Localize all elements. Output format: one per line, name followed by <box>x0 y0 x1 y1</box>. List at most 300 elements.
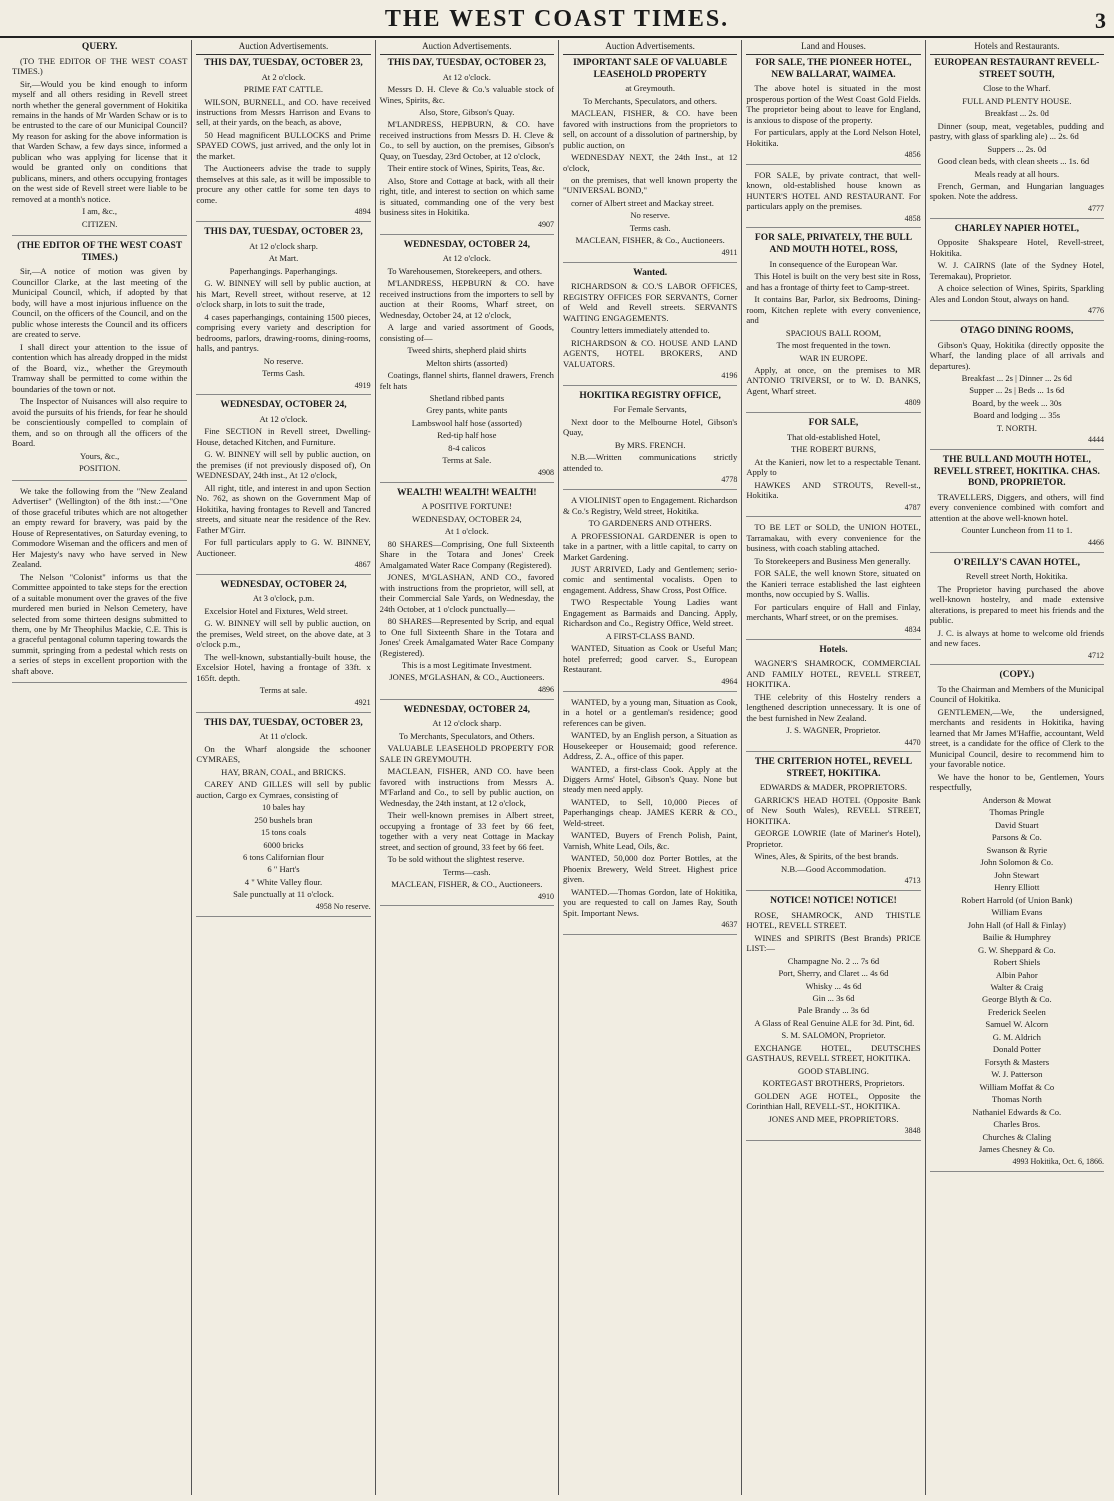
advertisement-line: 6000 bricks <box>263 839 304 850</box>
advertisement-heading: NOTICE! NOTICE! NOTICE! <box>770 896 897 907</box>
advertisement-line: G. W. BINNEY will sell by public auction, on the premises (if not previously disposed of), On WEDNESDAY, 24th inst., At 12 o'clock, <box>196 449 371 481</box>
advertisement <box>196 580 370 713</box>
advertisement-line: Grey pants, white pants <box>426 405 508 416</box>
advertisement-line: WEDNESDAY, OCTOBER 24, <box>411 513 522 524</box>
column-grid <box>8 40 1108 1495</box>
advertisement-ref-number: 3848 <box>904 1126 921 1136</box>
advertisement-line: I am, &c., <box>82 206 117 217</box>
advertisement-line: Suppers ... 2s. 0d <box>987 143 1047 154</box>
advertisement-heading: IMPORTANT SALE OF VALUABLE LEASEHOLD PROPERTY <box>573 57 728 80</box>
advertisement-line: Walter & Craig <box>990 981 1044 992</box>
advertisement-line: At 1 o'clock. <box>444 526 489 537</box>
advertisement-line: WAGNER'S SHAMROCK, COMMERCIAL AND FAMILY HOTEL, REVELL STREET, HOKITIKA. <box>746 658 921 690</box>
advertisement-line: FOR SALE, the well known Store, situated on the Kanieri terrace established the last eighteen months, now occupied by S. Wallis. <box>746 568 921 600</box>
advertisement-line: At 12 o'clock. <box>442 71 491 82</box>
advertisement-line: This Hotel is built on the very best site in Ross, and has a frontage of thirty feet to Camp-street. <box>746 271 921 292</box>
advertisement-line: That old-established Hotel, <box>786 431 881 442</box>
advertisement-line: GARRICK'S HEAD HOTEL (Opposite Bank of New South Wales), REVELL STREET, HOKITIKA. <box>746 794 921 826</box>
advertisement-line: Also, Store and Cottage at back, with all their right, title, and interest to section on which same is situated, commanding one of the very best business sites in Hokitika. <box>379 175 554 218</box>
advertisement-line: JONES, M'GLASHAN, AND CO., favored with instructions from the proprietor, will sell, at their Commercial Sale Yards, on Wednesday, the 24th October, at 1 o'clock punctually— <box>379 572 554 614</box>
advertisement <box>930 558 1104 666</box>
advertisement-line: 8-4 calicos <box>448 442 486 453</box>
advertisement-line: At 12 o'clock. <box>442 253 491 264</box>
advertisement <box>380 58 554 235</box>
advertisement-line: J. C. is always at home to welcome old friends and new faces. <box>929 627 1104 649</box>
advertisement-heading: WEDNESDAY, OCTOBER 24, <box>403 239 530 250</box>
advertisement-line: 15 tons coals <box>261 827 306 838</box>
advertisement-line: For Female Servants, <box>613 404 687 415</box>
advertisement-line: To be sold without the slightest reserve. <box>387 854 525 865</box>
masthead <box>0 6 1114 38</box>
advertisement <box>563 391 737 490</box>
advertisement-line: WAR IN EUROPE. <box>799 352 868 363</box>
advertisement-ref-number: 4466 <box>1087 537 1104 547</box>
advertisement <box>380 705 554 907</box>
advertisement-line: G. W. Sheppard & Co. <box>978 944 1056 955</box>
advertisement-line: Port, Sherry, and Claret ... 4s 6d <box>778 968 889 979</box>
advertisement-line: At 2 o'clock. <box>261 71 306 82</box>
advertisement-line: It contains Bar, Parlor, six Bedrooms, Dining-room, Kitchen replete with every convenience, and <box>746 294 921 326</box>
masthead-title: THE WEST COAST TIMES. <box>384 6 730 32</box>
advertisement-line: Thomas North <box>991 1094 1042 1105</box>
advertisement <box>12 42 187 236</box>
advertisement-line: M'LANDRESS, HEPBURN, & CO. have received instructions from Messrs D. H. Cleve & Co., to sell by auction, on the premises, Gibson's Quay, on Tuesday, 23rd October, at 12 o'clock, <box>379 119 554 161</box>
advertisement-line: 6 " Hart's <box>267 864 300 875</box>
advertisement-line: Breakfast ... 2s | Dinner ... 2s 6d <box>961 372 1072 383</box>
advertisement-line: Messrs D. H. Cleve & Co.'s valuable stock of Wines, Spirits, &c. <box>379 84 554 105</box>
advertisement-ref-number: 4921 <box>354 697 371 707</box>
advertisement-line: G. W. BINNEY will sell by public auction, on the premises, Weld street, on the above date, at 3 o'clock p.m., <box>196 618 371 650</box>
advertisement-ref-number: 4858 <box>904 213 921 223</box>
advertisement-line: At 12 o'clock sharp. <box>432 718 502 729</box>
advertisement-heading: (COPY.) <box>999 670 1035 681</box>
advertisement-line: WANTED, by a young man, Situation as Cook, in a hotel or a gentleman's residence; good references can be given. <box>562 696 738 728</box>
advertisement-line: FOR SALE, by private contract, that well-known, old-established house known as HUNTER'S HOTEL AND RESTAURANT. For particulars apply on the premises. <box>746 169 921 212</box>
advertisement-ref-number: 4964 <box>721 676 738 686</box>
advertisement-line: For particulars, apply at the Lord Nelson Hotel, Hokitika. <box>746 127 921 148</box>
advertisement-heading: HOKITIKA REGISTRY OFFICE, <box>579 390 721 401</box>
advertisement-line: A POSITIVE FORTUNE! <box>421 501 512 512</box>
advertisement-line: Gibson's Quay, Hokitika (directly opposite the Wharf, the landing place of all arrivals and departures). <box>929 339 1104 371</box>
advertisement-line: WANTED, a first-class Cook. Apply at the Diggers Arms' Hotel, Gibson's Quay. None but steady men need apply. <box>562 763 738 795</box>
advertisement-line: The most frequented in the town. <box>776 340 891 351</box>
advertisement-line: Tweed shirts, shepherd plaid shirts <box>407 345 527 356</box>
advertisement-line: David Stuart <box>994 819 1039 830</box>
advertisement-line: No reserve. <box>263 355 304 366</box>
advertisement-line: Sale punctually at 11 o'clock. <box>233 889 334 900</box>
advertisement-line: TO BE LET or SOLD, the UNION HOTEL, Tarramakau, with every convenience for the business, with coach stabling attached. <box>746 522 921 554</box>
column-3 <box>375 40 558 1495</box>
advertisement <box>746 58 920 165</box>
advertisement-line: At 12 o'clock sharp. <box>249 240 318 251</box>
advertisement-line: JUST ARRIVED, Lady and Gentlemen; serio-comic and sentimental vocalists. Open to engagement. Address, Shaw Cross, Post Office. <box>562 564 738 595</box>
advertisement <box>196 58 370 222</box>
advertisement-line: No reserve. <box>630 210 670 221</box>
advertisement-heading: THIS DAY, TUESDAY, OCTOBER 23, <box>387 57 547 68</box>
advertisement-line: Nathaniel Edwards & Co. <box>972 1106 1062 1117</box>
advertisement-line: A Glass of Real Genuine ALE for 3d. Pint, 6d. <box>754 1017 915 1028</box>
advertisement-heading: Hotels. <box>819 644 848 655</box>
advertisement-line: Henry Elliott <box>994 882 1040 893</box>
advertisement-line: 50 Head magnificent BULLOCKS and Prime SPAYED COWS, just arrived, and the only lot in the market. <box>196 129 371 161</box>
advertisement-line: At 3 o'clock, p.m. <box>252 593 315 604</box>
advertisement-line: Dinner (soup, meat, vegetables, pudding and pastry, with glass of sparkling ale) ... 2s. 6d <box>929 120 1104 142</box>
column-header: Auction Advertisements. <box>563 40 737 55</box>
column-header: Land and Houses. <box>746 40 920 55</box>
column-header: Hotels and Restaurants. <box>930 40 1104 55</box>
column-1 <box>8 40 191 1495</box>
advertisement-heading: WEDNESDAY, OCTOBER 24, <box>220 400 347 411</box>
advertisement-line: The above hotel is situated in the most prosperous portion of the West Coast Gold Fields. The proprietor being about to leave for England, is anxious to dispose of the property. <box>746 83 921 125</box>
advertisement-line: CITIZEN. <box>81 218 118 229</box>
advertisement-line: POSITION. <box>79 463 121 474</box>
advertisement-line: FULL AND PLENTY HOUSE. <box>962 95 1072 106</box>
advertisement-heading: EUROPEAN RESTAURANT REVELL-STREET SOUTH, <box>934 57 1100 80</box>
advertisement-line: To Warehousemen, Storekeepers, and others. <box>387 265 543 276</box>
advertisement <box>746 233 920 413</box>
advertisement-line: Opposite Shakspeare Hotel, Revell-street, Hokitika. <box>929 237 1104 258</box>
advertisement-line: Coatings, flannel shirts, flannel drawers, French felt hats <box>379 370 554 391</box>
advertisement-line: 4 " White Valley flour. <box>244 876 323 887</box>
advertisement-line: Gin ... 3s 6d <box>812 993 855 1003</box>
advertisement-ref-number: 4470 <box>904 737 921 747</box>
advertisement-line: (TO THE EDITOR OF THE WEST COAST TIMES.) <box>12 55 188 77</box>
advertisement-line: In consequence of the European War. <box>769 258 898 269</box>
advertisement-line: Breakfast ... 2s. 0d <box>984 108 1049 119</box>
advertisement-line: Robert Shiels <box>993 957 1041 968</box>
advertisement-line: To Storekeepers and Business Men generally. <box>754 555 911 566</box>
advertisement-line: William Evans <box>991 907 1043 918</box>
advertisement <box>746 645 920 753</box>
advertisement-heading: THE BULL AND MOUTH HOTEL, REVELL STREET, HOKITIKA. CHAS. BOND, PROPRIETOR. <box>933 455 1100 489</box>
advertisement <box>380 488 554 700</box>
advertisement-line: GOOD STABLING. <box>798 1065 869 1076</box>
advertisement-line: Sir,—Would you be kind enough to inform myself and all others residing in Revell street north whether the general government of Hokitika remains in the hands of Mr Warden Schaw or is to be entrusted to the care of our Municipal Council? My reason for asking for the above information is that Warden Schaw, a few days since, informed a publican who was applying for license that it would be granted only on conditions that publicans, miners, and others occupying frontages on the west side of Revell street were liable to be removed at a month's notice. <box>12 78 188 204</box>
advertisement-line: To the Chairman and Members of the Municipal Council of Hokitika. <box>929 683 1104 705</box>
advertisement <box>196 227 370 395</box>
advertisement-line: S. M. SALOMON, Proprietor. <box>781 1030 886 1041</box>
advertisement-line: Robert Harrold (of Union Bank) <box>961 894 1073 905</box>
advertisement-line: SPACIOUS BALL ROOM, <box>785 327 882 338</box>
advertisement-line: WANTED, to Sell, 10,000 Pieces of Paperhangings cheap. JAMES KERR & CO., Weld-street. <box>562 796 738 828</box>
advertisement-line: Their well-known premises in Albert street, occupying a frontage of 33 feet by 66 feet, together with a very neat Cottage in Mackay street, and section of ground, 33 feet by 66 feet. <box>379 810 554 852</box>
column-4 <box>558 40 741 1495</box>
advertisement <box>196 400 370 575</box>
advertisement <box>563 58 737 263</box>
advertisement-line: 10 bales hay <box>262 802 305 813</box>
advertisement-line: PRIME FAT CATTLE. <box>243 84 324 95</box>
advertisement <box>12 241 187 480</box>
advertisement <box>746 522 920 639</box>
advertisement-line: GEORGE LOWRIE (late of Mariner's Hotel), Proprietor. <box>746 828 921 849</box>
advertisement-line: JONES AND MEE, PROPRIETORS. <box>768 1113 899 1124</box>
advertisement-line: Board and lodging ... 35s <box>973 410 1061 421</box>
advertisement-line: To Merchants, Speculators, and Others. <box>398 730 535 741</box>
advertisement-ref-number: 4713 <box>904 876 921 886</box>
advertisement-line: Red-tip half hose <box>437 430 497 441</box>
advertisement-line: Close to the Wharf. <box>983 83 1051 94</box>
advertisement-line: EDWARDS & MADER, PROPRIETORS. <box>759 782 908 793</box>
advertisement-line: 80 SHARES—Represented by Scrip, and equal to One full Sixteenth Share in the Totara and Jones' Creek Amalgamated Water Race Company (Registered). <box>379 616 554 658</box>
advertisement-ref-number: 4712 <box>1087 650 1104 660</box>
advertisement-line: Revell street North, Hokitika. <box>965 571 1068 582</box>
advertisement <box>930 326 1104 450</box>
advertisement-line: N.B.—Written communications strictly attended to. <box>562 452 738 473</box>
advertisement-line: HAWKES AND STROUTS, Revell-st., Hokitika. <box>746 479 921 501</box>
advertisement-heading: FOR SALE, PRIVATELY, THE BULL AND MOUTH HOTEL, ROSS, <box>754 233 913 256</box>
advertisement <box>930 455 1104 552</box>
advertisement-line: All right, title, and interest in and upon Section No. 762, as shown on the Government Map of Hokitika, having frontages to Revell and Tancred streets, and situate near the residence of the Rev. Father M'Girr. <box>196 482 371 535</box>
advertisement-line: Paperhangings. Paperhangings. <box>229 265 338 276</box>
advertisement-line: Terms at Sale. <box>442 455 492 466</box>
advertisement-line: French, German, and Hungarian languages spoken. Note the address. <box>929 181 1104 202</box>
advertisement-line: For full particulars apply to G. W. BINNEY, Auctioneer. <box>196 537 371 558</box>
advertisement <box>746 418 920 517</box>
advertisement-line: G. W. BINNEY will sell by public auction, at his Mart, Revell street, without reserve, at 12 o'clock sharp, in lots to suit the trade, <box>196 278 371 310</box>
advertisement-line: The Auctioneers advise the trade to supply themselves at this sale, as it will be impossible to procure any other cattle for some ten days to come. <box>196 163 371 205</box>
advertisement-line: Samuel W. Alcorn <box>985 1019 1049 1030</box>
advertisement-line: JONES, M'GLASHAN, & CO., Auctioneers. <box>389 672 545 683</box>
advertisement <box>746 170 920 229</box>
advertisement-ref-number: 4787 <box>904 502 921 512</box>
advertisement-line: MACLEAN, FISHER, & Co., Auctioneers. <box>575 235 725 246</box>
advertisement-heading: WEALTH! WEALTH! WEALTH! <box>397 487 537 498</box>
advertisement-line: J. S. WAGNER, Proprietor. <box>786 725 881 736</box>
advertisement-line: I shall direct your attention to the issue of contention which has already dropped in the midst of the Board, viz., whether the Greymouth Tramway shall be permitted to come within the boundaries of the town or not. <box>12 341 188 394</box>
advertisement-ref-number: 4809 <box>904 398 921 408</box>
advertisement-line: 80 SHARES—Comprising, One full Sixteenth Share in the Totara and Jones' Creek Amalgamated Water Race Company (Registered). <box>379 538 554 570</box>
advertisement-line: TRAVELLERS, Diggers, and others, will find every convenience combined with comfort and attention at the above well-known hotel. <box>929 491 1104 523</box>
advertisement-heading: O'REILLY'S CAVAN HOTEL, <box>953 557 1080 568</box>
advertisement <box>563 697 737 935</box>
advertisement <box>380 240 554 483</box>
advertisement-heading: (THE EDITOR OF THE WEST COAST TIMES.) <box>17 241 183 263</box>
advertisement-line: Donald Potter <box>992 1044 1041 1055</box>
advertisement-line: MACLEAN, FISHER, & CO. have been favored with instructions from the proprietors to sell, on account of a dissolution of partnership, by public auction, on <box>562 108 738 150</box>
advertisement-line: MACLEAN, FISHER, AND CO. have been favored with instructions from Messrs A. M'Farland and Co., to sell by public auction, on Wednesday, the 24th instant, at 12 o'clock, <box>379 766 554 808</box>
advertisement-ref-number: 4834 <box>904 624 921 634</box>
advertisement-line: Pale Brandy ... 3s 6d <box>797 1005 870 1016</box>
advertisement-line: Apply, at once, on the premises to MR ANTONIO TRIVERSI, or to W. D. BANKS, Agent, Wharf street. <box>746 364 921 396</box>
advertisement-line: This is a most Legitimate Investment. <box>401 660 532 670</box>
advertisement-line: We take the following from the "New Zealand Advertiser" (Wellington) of the 8th inst.:—"One of those graceful tributes which are not altogether an empty reward for bravery, was paid by the House of Representatives, on Saturday evening, to Commodore Wiseman and the officers and men of Her Majesty's navy who have served in New Zealand. <box>12 485 188 570</box>
advertisement-line: Lambswool half hose (assorted) <box>411 417 522 428</box>
advertisement <box>930 224 1104 321</box>
advertisement-ref-number: 4896 <box>537 684 554 694</box>
advertisement-line: RICHARDSON & CO.'S LABOR OFFICES, REGISTRY OFFICES FOR SERVANTS, Corner of Weld and Revell streets. SERVANTS WAITING ENGAGEMENTS. <box>562 281 738 323</box>
advertisement-line: TWO Respectable Young Ladies want Engagement as Barmaids and Dancing. Apply, Richardson and Co., Registry Office, Weld street. <box>562 597 738 629</box>
advertisement-line: 6 tons Californian flour <box>243 851 324 862</box>
page-number: 3 <box>1095 8 1106 33</box>
advertisement-ref-number: 4444 <box>1087 435 1104 445</box>
advertisement-line: W. J. Patterson <box>991 1069 1043 1080</box>
advertisement-line: John Stewart <box>994 869 1040 880</box>
advertisement-ref-number: 4867 <box>354 560 371 570</box>
advertisement-line: N.B.—Good Accommodation. <box>780 863 886 874</box>
advertisement-heading: THIS DAY, TUESDAY, OCTOBER 23, <box>204 57 363 68</box>
advertisement-ref-number: 4637 <box>721 920 738 930</box>
advertisement-line: Counter Luncheon from 11 to 1. <box>961 525 1073 536</box>
advertisement-line: Churches & Claling <box>982 1131 1052 1142</box>
advertisement-heading: Wanted. <box>633 267 668 278</box>
advertisement-line: Terms Cash. <box>262 368 305 379</box>
column-2 <box>191 40 374 1495</box>
advertisement-line: For particulars enquire of Hall and Finlay, merchants, Wharf street, or on the premises. <box>746 601 921 623</box>
column-header: Auction Advertisements. <box>196 40 370 55</box>
advertisement <box>746 896 920 1141</box>
advertisement-line: on the premises, that well known property the "UNIVERSAL BOND," <box>562 175 738 196</box>
advertisement-line: To Merchants, Speculators, and others. <box>583 95 718 106</box>
advertisement-line: THE celebrity of this Hostelry renders a lengthened description unnecessary. It is one of the best furnished in New Zealand. <box>746 691 921 723</box>
advertisement-line: Terms—cash. <box>443 866 491 877</box>
advertisement-ref-number: 4776 <box>1087 306 1104 316</box>
advertisement-line: Thomas Pringle <box>989 807 1045 818</box>
advertisement-line: The well-known, substantially-built house, the Excelsior Hotel, having a frontage of 33ft. x 165ft. depth. <box>196 651 371 683</box>
advertisement-heading: CHARLEY NAPIER HOTEL, <box>954 223 1080 234</box>
advertisement-line: Yours, &c., <box>80 450 120 461</box>
advertisement-ref-number: 4919 <box>354 380 371 390</box>
advertisement-line: Anderson & Mowat <box>982 794 1052 805</box>
advertisement-ref-number: 4907 <box>537 219 554 229</box>
advertisement <box>563 495 737 692</box>
advertisement-line: W. J. CAIRNS (late of the Sydney Hotel, Teremakau), Proprietor. <box>929 260 1104 281</box>
advertisement-heading: THIS DAY, TUESDAY, OCTOBER 23, <box>204 717 363 728</box>
advertisement-line: WANTED, by an English person, a Situation as Housekeeper or Housemaid; good reference. Address, Z. A., office of this paper. <box>562 730 738 762</box>
advertisement-line: John Hall (of Hall & Finlay) <box>967 919 1066 930</box>
advertisement-heading: OTAGO DINING ROOMS, <box>960 325 1074 336</box>
advertisement-line: By MRS. FRENCH. <box>614 439 686 450</box>
advertisement-line: WINES and SPIRITS (Best Brands) PRICE LIST:— <box>746 932 921 954</box>
advertisement-line: WANTED, Situation as Cook or Useful Man; hotel preferred; good carver. S., European Restaurant. <box>562 643 738 675</box>
advertisement-line: Also, Store, Gibson's Quay. <box>419 107 515 117</box>
column-5 <box>741 40 924 1495</box>
advertisement-ref-number: 4910 <box>537 891 554 901</box>
advertisement-line: A FIRST-CLASS BAND. <box>605 630 695 641</box>
advertisement-line: Excelsior Hotel and Fixtures, Weld street. <box>204 605 348 616</box>
advertisement-heading: FOR SALE, THE PIONEER HOTEL, NEW BALLARAT, WAIMEA. <box>755 57 912 80</box>
advertisement-line: Albin Pahor <box>995 969 1038 980</box>
advertisement-ref-number: 4993 Hokitika, Oct. 6, 1866. <box>1012 1156 1104 1166</box>
advertisement-line: Melton shirts (assorted) <box>426 357 508 368</box>
advertisement-line: The Proprietor having purchased the above well-known hostelry, and made extensive alterations, is prepared to meet his friends and the public. <box>929 583 1104 626</box>
advertisement <box>746 757 920 891</box>
column-header: Auction Advertisements. <box>380 40 554 55</box>
advertisement-line: THE ROBERT BURNS, <box>790 444 877 455</box>
advertisement-line: WANTED.—Thomas Gordon, late of Hokitika, you are requested to call on James Ray, South Spit. Important News. <box>562 886 738 918</box>
advertisement-line: Wines, Ales, & Spirits, of the best brands. <box>754 851 899 862</box>
advertisement-line: Swanson & Ryrie <box>986 844 1048 855</box>
advertisement-line: At the Kanieri, now let to a respectable Tenant. Apply to <box>746 456 921 478</box>
advertisement-line: Meals ready at all hours. <box>974 168 1060 179</box>
advertisement-line: Whisky ... 4s 6d <box>805 980 862 991</box>
advertisement-ref-number: 4856 <box>904 150 921 160</box>
advertisement-line: James Chesney & Co. <box>978 1144 1055 1155</box>
advertisement-line: GOLDEN AGE HOTEL, Opposite the Corinthian Hall, REVELL-ST., HOKITIKA. <box>746 1090 921 1112</box>
advertisement-line: RICHARDSON & CO. HOUSE AND LAND AGENTS, HOTEL BROKERS, AND VALUATORS. <box>562 337 738 369</box>
advertisement-line: Terms cash. <box>629 222 671 233</box>
advertisement-line: Board, by the week ... 30s <box>972 397 1062 408</box>
advertisement-line: MACLEAN, FISHER, & CO., Auctioneers. <box>391 879 543 890</box>
advertisement-line: A PROFESSIONAL GARDENER is open to take in a partner, with a little capital, to carry on Market Gardening. <box>562 530 738 562</box>
advertisement-line: GENTLEMEN,—We, the undersigned, merchants and residents in Hokitika, having learned that Mr James M'Haffie, accountant, Weld street, is a candidate for the office of Clerk to the Municipal Council, desire to recommend him to your favorable notice. <box>929 706 1104 770</box>
advertisement-heading: WEDNESDAY, OCTOBER 24, <box>403 704 530 715</box>
advertisement-line: EXCHANGE HOTEL, DEUTSCHES GASTHAUS, REVELL STREET, HOKITIKA. <box>746 1042 921 1064</box>
advertisement-line: Forsyth & Masters <box>984 1056 1050 1067</box>
advertisement-line: VALUABLE LEASEHOLD PROPERTY FOR SALE IN GREYMOUTH. <box>379 743 554 764</box>
advertisement-heading: QUERY. <box>81 42 118 52</box>
advertisement-line: G. M. Aldrich <box>992 1031 1041 1042</box>
advertisement-line: Frederick Seelen <box>987 1006 1046 1017</box>
advertisement-line: The Inspector of Nuisances will also require to avoid the pursuits of his friends, for fear he should be conscientiously compelled to complain of them, and so on through all the officers of the Board. <box>12 396 188 449</box>
advertisement <box>930 58 1104 219</box>
advertisement-line: Country letters immediately attended to. <box>570 325 710 336</box>
advertisement-line: On the Wharf alongside the schooner CYMRAES, <box>196 743 371 765</box>
advertisement <box>930 670 1104 1171</box>
advertisement-line: Terms at sale. <box>259 685 308 696</box>
advertisement-line: HAY, BRAN, COAL, and BRICKS. <box>221 766 346 777</box>
advertisement-line: We have the honor to be, Gentlemen, Yours respectfully, <box>929 771 1104 793</box>
advertisement-line: Their entire stock of Wines, Spirits, Teas, &c. <box>387 163 545 174</box>
advertisement <box>563 268 737 386</box>
advertisement-line: Supper ... 2s | Beds ... 1s 6d <box>969 385 1065 396</box>
advertisement-line: 250 bushels bran <box>254 814 313 825</box>
advertisement <box>12 486 187 684</box>
advertisement-ref-number: 4911 <box>721 247 738 257</box>
advertisement-line: TO GARDENERS AND OTHERS. <box>588 518 712 529</box>
advertisement-line: M'LANDRESS, HEPBURN & CO. have received instructions from the importers to sell by auction at their Rooms, Wharf street, on Wednesday, October 24, at 12 o'clock, <box>379 278 554 320</box>
advertisement-line: WILSON, BURNELL, and CO. have received instructions from Messrs Harrison and Evans to sell, at their yards, on the beach, as above, <box>196 96 371 128</box>
advertisement-line: Charles Bros. <box>993 1119 1041 1130</box>
advertisement-line: Good clean beds, with clean sheets ... 1s. 6d <box>937 156 1090 167</box>
advertisement-line: A choice selection of Wines, Spirits, Sparkling Ales and London Stout, always on hand. <box>929 283 1104 304</box>
advertisement-line: Champagne No. 2 ... 7s 6d <box>787 955 880 966</box>
advertisement-line: Parsons & Co. <box>991 832 1042 843</box>
advertisement-line: T. NORTH. <box>996 422 1037 433</box>
advertisement-line: John Solomon & Co. <box>980 857 1054 868</box>
advertisement-line: Fine SECTION in Revell street, Dwelling-House, detached Kitchen, and Furniture. <box>196 426 371 447</box>
advertisement-line: The Nelson "Colonist" informs us that the Committee appointed to take steps for the erection of a suitable monument over the graves of the five murdered men buried in Nelson Cemetery, have selected from some thirteen designs submitted to them, one by Mr Theophilus Mackie, C.E. This is a graceful pentagonal column tapering towards the summit, springing from a pedestal which rests on a series of steps in excellent proportion with the shaft above. <box>12 571 188 676</box>
advertisement-line: A VIOLINIST open to Engagement. Richardson & Co.'s Registry, Weld street, Hokitika. <box>562 495 738 516</box>
advertisement-ref-number: 4196 <box>721 371 738 381</box>
advertisement-line: Bailie & Humphrey <box>982 932 1051 943</box>
advertisement-heading: THE CRITERION HOTEL, REVELL STREET, HOKITIKA. <box>754 757 913 779</box>
advertisement-ref-number: 4908 <box>537 467 554 477</box>
advertisement <box>196 718 370 917</box>
advertisement-line: WEDNESDAY NEXT, the 24th Inst., at 12 o'clock, <box>562 152 738 173</box>
advertisement-line: At Mart. <box>268 253 299 264</box>
advertisement-line: William Moffat & Co <box>979 1081 1055 1092</box>
advertisement-heading: FOR SALE, <box>808 418 859 429</box>
advertisement-line: ROSE, SHAMROCK, AND THISTLE HOTEL, REVELL STREET. <box>746 909 921 931</box>
column-6 <box>925 40 1108 1495</box>
advertisement-line: at Greymouth. <box>625 83 675 94</box>
advertisement-line: George Blyth & Co. <box>982 994 1052 1005</box>
advertisement-line: Sir,—A notice of motion was given by Councillor Clarke, at the last meeting of the Municipal Council, which, if adopted by that body, will have a most injurious influence on the Council, on the officers of the Council, and on the public whose interests the Council and its officers are created to serve. <box>12 266 188 340</box>
advertisement-line: At 11 o'clock. <box>259 731 308 742</box>
advertisement-line: WANTED, 50,000 doz Porter Bottles, at the Phoenix Brewery, Weld Street. Highest price given. <box>562 853 738 885</box>
advertisement-heading: THIS DAY, TUESDAY, OCTOBER 23, <box>204 227 363 238</box>
advertisement-ref-number: 4778 <box>721 475 738 485</box>
advertisement-line: Shetland ribbed pants <box>429 392 505 403</box>
advertisement-line: CAREY AND GILLES will sell by public auction, Cargo ex Cymraes, consisting of <box>196 779 371 800</box>
advertisement-line: A large and varied assortment of Goods, consisting of— <box>379 322 554 343</box>
advertisement-line: 4 cases paperhangings, containing 1500 pieces, comprising every variety and description for bedrooms, parlors, drawing-rooms, dining-rooms, halls, and pantrys. <box>196 311 371 354</box>
advertisement-ref-number: 4777 <box>1087 203 1104 213</box>
advertisement-line: WANTED, Buyers of French Polish, Paint, Varnish, White Lead, Oils, &c. <box>562 830 738 851</box>
advertisement-heading: WEDNESDAY, OCTOBER 24, <box>220 579 347 590</box>
advertisement-line: Next door to the Melbourne Hotel, Gibson's Quay, <box>562 416 738 438</box>
advertisement-line: At 12 o'clock. <box>259 413 308 424</box>
